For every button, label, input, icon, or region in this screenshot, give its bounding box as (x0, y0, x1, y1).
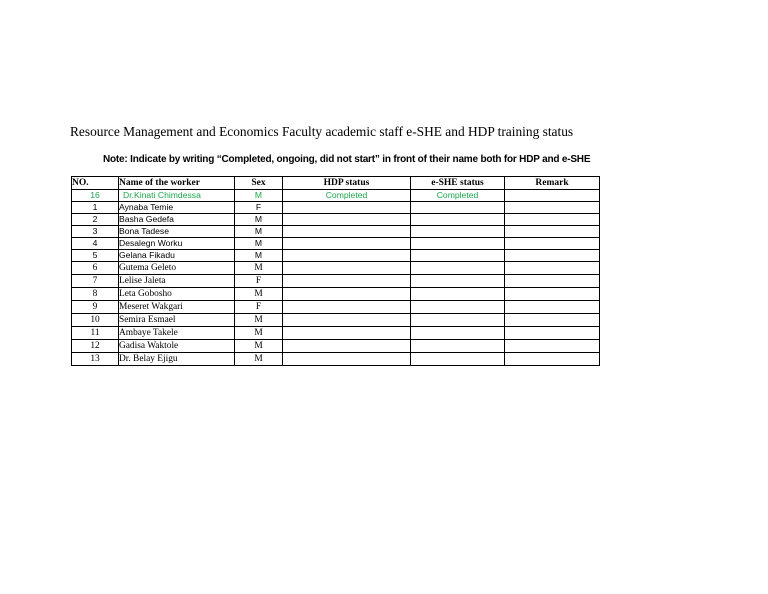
table-row (72, 327, 600, 340)
cell-hdp-status (283, 238, 411, 250)
cell-no: 4 (72, 238, 119, 250)
cell-remark (505, 202, 600, 214)
cell-sex: M (235, 353, 283, 366)
table-row (72, 340, 600, 353)
table-row (72, 262, 600, 275)
cell-hdp-status (283, 288, 411, 301)
header-hdp-status: HDP status (283, 177, 411, 190)
cell-name: Dr. Belay Ejigu (119, 353, 235, 366)
cell-name: Bona Tadese (119, 226, 235, 238)
cell-eshe-status (411, 301, 505, 314)
cell-no: 3 (72, 226, 119, 238)
cell-name: Dr.Kinati Chimdessa (119, 190, 235, 202)
cell-eshe-status (411, 238, 505, 250)
cell-hdp-status (283, 314, 411, 327)
cell-sex: F (235, 202, 283, 214)
table-row (72, 288, 600, 301)
cell-eshe-status (411, 214, 505, 226)
cell-no: 11 (72, 327, 119, 340)
cell-remark (505, 340, 600, 353)
cell-eshe-status (411, 262, 505, 275)
cell-hdp-status (283, 275, 411, 288)
cell-no: 12 (72, 340, 119, 353)
cell-name: Desalegn Worku (119, 238, 235, 250)
cell-hdp-status (283, 301, 411, 314)
cell-eshe-status (411, 340, 505, 353)
cell-eshe-status (411, 353, 505, 366)
table-row (72, 190, 600, 202)
cell-no: 6 (72, 262, 119, 275)
cell-eshe-status (411, 202, 505, 214)
cell-hdp-status: Completed (283, 190, 411, 202)
header-no: NO. (72, 177, 119, 190)
cell-eshe-status: Completed (411, 190, 505, 202)
cell-sex: M (235, 327, 283, 340)
training-status-table (71, 176, 600, 366)
cell-name: Meseret Wakgari (119, 301, 235, 314)
cell-name: Gadisa Waktole (119, 340, 235, 353)
header-eshe-status: e-SHE status (411, 177, 505, 190)
cell-name: Basha Gedefa (119, 214, 235, 226)
table-row (72, 250, 600, 262)
cell-remark (505, 314, 600, 327)
cell-name: Leta Gobosho (119, 288, 235, 301)
cell-remark (505, 275, 600, 288)
cell-remark (505, 190, 600, 202)
cell-sex: M (235, 250, 283, 262)
cell-eshe-status (411, 288, 505, 301)
cell-remark (505, 327, 600, 340)
cell-remark (505, 288, 600, 301)
table-row (72, 226, 600, 238)
table-row (72, 238, 600, 250)
cell-no: 9 (72, 301, 119, 314)
cell-hdp-status (283, 353, 411, 366)
table-row (72, 353, 600, 366)
cell-hdp-status (283, 327, 411, 340)
cell-hdp-status (283, 262, 411, 275)
cell-eshe-status (411, 250, 505, 262)
cell-hdp-status (283, 214, 411, 226)
cell-hdp-status (283, 250, 411, 262)
table-row (72, 275, 600, 288)
cell-name: Lelise Jaleta (119, 275, 235, 288)
cell-eshe-status (411, 226, 505, 238)
cell-name: Ambaye Takele (119, 327, 235, 340)
cell-eshe-status (411, 327, 505, 340)
cell-no: 1 (72, 202, 119, 214)
header-name: Name of the worker (119, 177, 235, 190)
header-sex: Sex (235, 177, 283, 190)
cell-no: 13 (72, 353, 119, 366)
cell-sex: M (235, 238, 283, 250)
instruction-note: Note: Indicate by writing “Completed, ongoing, did not start” in front of their name both for HDP and e-SHE (103, 154, 591, 165)
table-row (72, 214, 600, 226)
cell-hdp-status (283, 202, 411, 214)
cell-remark (505, 226, 600, 238)
cell-sex: M (235, 340, 283, 353)
cell-hdp-status (283, 340, 411, 353)
table-row (72, 314, 600, 327)
cell-remark (505, 262, 600, 275)
cell-no: 10 (72, 314, 119, 327)
table-row (72, 202, 600, 214)
cell-hdp-status (283, 226, 411, 238)
cell-sex: M (235, 226, 283, 238)
cell-eshe-status (411, 314, 505, 327)
cell-sex: M (235, 214, 283, 226)
cell-eshe-status (411, 275, 505, 288)
table-header-row (72, 177, 600, 190)
cell-remark (505, 214, 600, 226)
cell-no: 16 (72, 190, 119, 202)
cell-sex: M (235, 288, 283, 301)
cell-name: Semira Esmael (119, 314, 235, 327)
cell-sex: F (235, 275, 283, 288)
cell-sex: F (235, 301, 283, 314)
cell-remark (505, 301, 600, 314)
cell-no: 7 (72, 275, 119, 288)
cell-name: Gelana Fikadu (119, 250, 235, 262)
cell-no: 8 (72, 288, 119, 301)
cell-no: 2 (72, 214, 119, 226)
cell-name: Aynaba Temie (119, 202, 235, 214)
cell-remark (505, 250, 600, 262)
document-title: Resource Management and Economics Faculty academic staff e-SHE and HDP training status (70, 124, 574, 139)
cell-remark (505, 238, 600, 250)
cell-sex: M (235, 190, 283, 202)
cell-sex: M (235, 262, 283, 275)
cell-no: 5 (72, 250, 119, 262)
table-row (72, 301, 600, 314)
cell-sex: M (235, 314, 283, 327)
header-remark: Remark (505, 177, 600, 190)
cell-remark (505, 353, 600, 366)
cell-name: Gutema Geleto (119, 262, 235, 275)
